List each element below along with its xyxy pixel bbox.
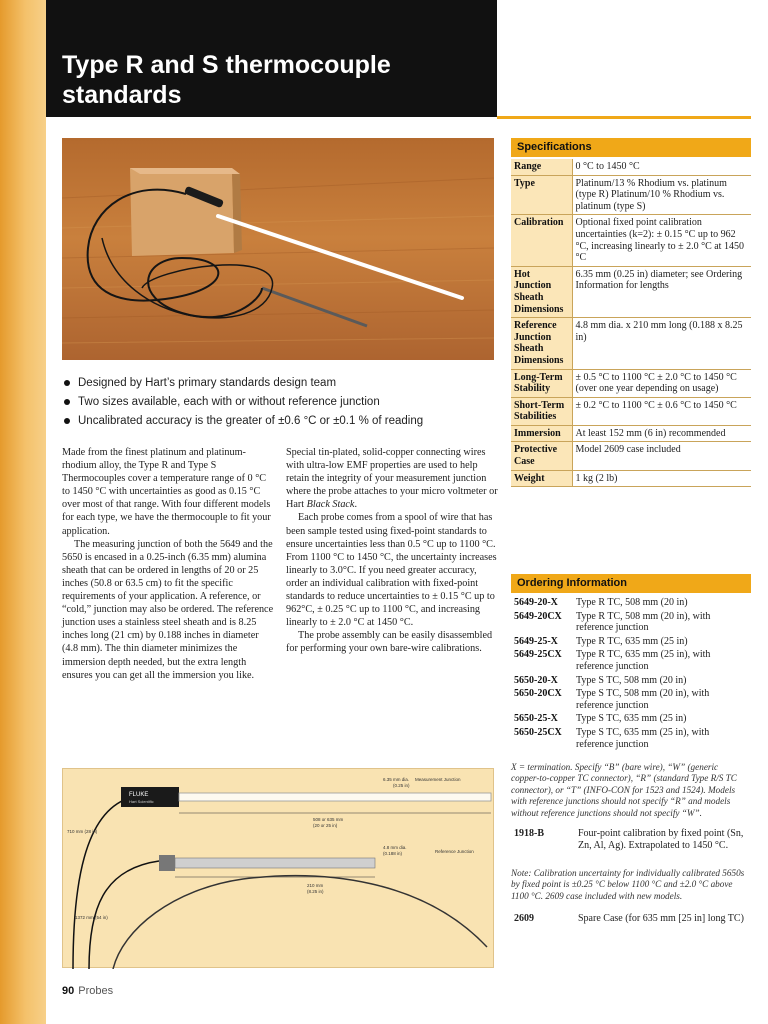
specs-header: Specifications bbox=[511, 138, 751, 157]
order-code: 5649-25-X bbox=[514, 635, 558, 647]
ordering-table bbox=[511, 596, 751, 751]
spec-row bbox=[511, 425, 751, 442]
page-footer bbox=[62, 985, 113, 997]
ref-length-label-in: (8.25 in) bbox=[307, 889, 324, 894]
spec-row bbox=[511, 266, 751, 317]
spec-value: Optional fixed point calibration uncertainties (k=2): ± 0.15 °C up to 962 °C, increasing linearly to ± 2.0 °C at 1450 °C bbox=[572, 215, 751, 266]
dimension-diagram bbox=[62, 768, 494, 968]
order-row bbox=[511, 635, 751, 649]
title-box bbox=[46, 0, 497, 116]
calibration-note: Note: Calibration uncertainty for individually calibrated 5650s by fixed point is ±0.25 °C below 1100 °C and ±2.0 °C above 1100 °C. 2609 case included with new models. bbox=[511, 868, 745, 901]
order-desc: Spare Case (for 635 mm [25 in] long TC) bbox=[578, 913, 744, 924]
meas-dim-label-in: (0.25 in) bbox=[393, 783, 410, 788]
spec-label: Long-Term Stability bbox=[511, 369, 572, 397]
order-row bbox=[511, 712, 751, 726]
length-label: 508 or 635 mm bbox=[313, 817, 344, 822]
body-paragraph: The measuring junction of both the 5649 and the 5650 is encased in a 0.25-inch (6.35 mm) alumina sheath that can be ordered in lengths of 20 or 25 inches (50.8 or 63.5 cm) to fit the specific requirements of your application. A reference, or “cold,” junction may also be ordered. The reference junction uses a stainless steel sheath and is 8.25 inches long (21 cm) by 0.188 inches in diameter (4.8 mm). The thin diameter minimizes the immersion depth needed, but the extra length ensures you can get all the immersion you like. bbox=[62, 538, 274, 681]
order-row bbox=[511, 687, 751, 712]
body-column-right bbox=[286, 446, 498, 656]
spec-row bbox=[511, 215, 751, 266]
bullet-item: Two sizes available, each with or without reference junction bbox=[62, 395, 502, 414]
order-code: 1918-B bbox=[514, 828, 544, 839]
spec-row bbox=[511, 175, 751, 215]
body-column-left bbox=[62, 446, 274, 682]
spec-label: Short-Term Stabilities bbox=[511, 397, 572, 425]
order-code: 2609 bbox=[514, 913, 534, 924]
order-code: 5649-20CX bbox=[514, 610, 562, 622]
ref-dim-label: 4.8 mm dia. bbox=[383, 845, 407, 850]
order-code: 5649-20-X bbox=[514, 597, 558, 608]
handle-tag: Hart Scientific bbox=[129, 799, 154, 804]
spec-row bbox=[511, 318, 751, 369]
body-paragraph: Made from the finest platinum and platinum-rhodium alloy, the Type R and Type S Thermocouples cover a temperature range of 0 °C to 1450 °C with uncertainties as good as 0.15 °C over most of that range. With four different models for each type, we have the thermocouple to fit your application. bbox=[62, 447, 271, 537]
meas-dim-label: 6.35 mm dia. bbox=[383, 777, 410, 782]
order-row bbox=[511, 726, 751, 751]
order-desc: Type S TC, 508 mm (20 in), with reference junction bbox=[576, 688, 710, 711]
order-desc: Type R TC, 635 mm (25 in), with reference junction bbox=[576, 649, 711, 672]
side-stripe bbox=[0, 0, 46, 1024]
feature-bullets bbox=[62, 376, 502, 433]
ref-dim-label-in: (0.188 in) bbox=[383, 851, 403, 856]
order-row bbox=[511, 610, 751, 635]
order-row bbox=[511, 648, 751, 673]
order-code: 5650-20CX bbox=[514, 688, 562, 700]
body-paragraph: The probe assembly can be easily disassembled for performing your own bare-wire calibrations. bbox=[286, 630, 493, 655]
handle-label: FLUKE bbox=[129, 792, 149, 798]
order-row bbox=[511, 674, 751, 688]
meas-junction-label: Measurement Junction bbox=[415, 777, 461, 782]
spec-value: 6.35 mm (0.25 in) diameter; see Ordering Information for lengths bbox=[572, 266, 751, 317]
length-label-in: (20 or 25 in) bbox=[313, 823, 338, 828]
body-paragraph: Each probe comes from a spool of wire that has been sample tested using fixed-point standards to ensure uncertainties less than 0.5 °C up to 1100 °C. From 1100 °C to 1450 °C, the uncertainty increases linearly to 3.0°C. If you need greater accuracy, order an individual calibration with fixed-point standards to reduce uncertainties to ± 0.15 °C up to 962°C, ± 0.25 °C up to 1100 °C, and increasing linearly to ± 2.0 °C at 1450 °C. bbox=[286, 512, 497, 629]
order-desc: Type S TC, 635 mm (25 in) bbox=[576, 713, 687, 725]
body-text: Special tin-plated, solid-copper connecting wires with ultra-low EMF properties are used to help retain the integrity of your measurement junction where the probe attaches to your micro voltmeter or Hart bbox=[286, 447, 498, 511]
spec-label: Range bbox=[511, 159, 572, 175]
order-desc: Four-point calibration by fixed point (Sn, Zn, Al, Ag). Extrapolated to 1450 °C. bbox=[578, 828, 744, 851]
specs-top-rule bbox=[497, 116, 751, 119]
ordering-header: Ordering Information bbox=[511, 574, 751, 593]
specs-table bbox=[511, 159, 751, 487]
spec-label: Calibration bbox=[511, 215, 572, 266]
page-title: Type R and S thermocouple standards bbox=[62, 51, 391, 109]
spec-row bbox=[511, 159, 751, 175]
termination-note: X = termination. Specify “B” (bare wire), “W” (generic copper-to-copper TC connector), “R” (standard Type R/S TC connector), or “T” (INFO-CON for 1523 and 1524). Models with reference junctions should not specify “R” and models without reference junctions should not specify “W”. bbox=[511, 762, 737, 818]
spec-label: Hot Junction Sheath Dimensions bbox=[511, 266, 572, 317]
title-rule bbox=[46, 116, 497, 117]
spec-value: ± 0.2 °C to 1100 °C ± 0.6 °C to 1450 °C bbox=[572, 397, 751, 425]
spec-label: Protective Case bbox=[511, 442, 572, 470]
spec-label: Type bbox=[511, 175, 572, 215]
order-code: 5649-25CX bbox=[514, 649, 562, 661]
spec-row bbox=[511, 470, 751, 487]
spec-value: At least 152 mm (6 in) recommended bbox=[572, 425, 751, 442]
spec-label: Reference Junction Sheath Dimensions bbox=[511, 318, 572, 369]
cable-length-label: 710 mm (28 in) bbox=[67, 829, 98, 834]
spec-value: 0 °C to 1450 °C bbox=[572, 159, 751, 175]
product-name: Black Stack bbox=[306, 499, 355, 511]
spec-label: Immersion bbox=[511, 425, 572, 442]
order-desc: Type S TC, 635 mm (25 in), with reference junction bbox=[576, 726, 710, 750]
order-desc: Type S TC, 508 mm (20 in) bbox=[576, 674, 687, 686]
spec-row bbox=[511, 442, 751, 470]
section-name: Probes bbox=[78, 985, 114, 997]
ref-junction-label: Reference Junction bbox=[435, 849, 474, 854]
spec-value: Model 2609 case included bbox=[572, 442, 751, 470]
thermocouple-photo-illustration bbox=[62, 138, 494, 360]
ref-length-label: 210 mm bbox=[307, 883, 324, 888]
product-photo bbox=[62, 138, 494, 360]
spec-label: Weight bbox=[511, 470, 572, 487]
order-row bbox=[511, 596, 751, 610]
spec-value: Platinum/13 % Rhodium vs. platinum (type R) Platinum/10 % Rhodium vs. platinum (type S) bbox=[572, 175, 751, 215]
order-code: 5650-20-X bbox=[514, 674, 558, 686]
spec-row bbox=[511, 369, 751, 397]
spec-row bbox=[511, 397, 751, 425]
body-text: . bbox=[354, 499, 358, 511]
spec-value: 1 kg (2 lb) bbox=[572, 470, 751, 487]
spec-value: 4.8 mm dia. x 210 mm long (0.188 x 8.25 in) bbox=[572, 318, 751, 369]
order-desc: Type R TC, 635 mm (25 in) bbox=[576, 635, 688, 647]
bullet-item: Designed by Hart’s primary standards design team bbox=[62, 376, 502, 395]
probe-diagram bbox=[63, 769, 495, 969]
cable-length-label: 1372 mm (54 in) bbox=[75, 915, 108, 920]
order-code: 5650-25CX bbox=[514, 726, 562, 738]
order-desc: Type R TC, 508 mm (20 in) bbox=[576, 597, 688, 608]
order-desc: Type R TC, 508 mm (20 in), with reference junction bbox=[576, 610, 711, 634]
page-number: 90 bbox=[62, 985, 75, 997]
body-paragraph bbox=[286, 446, 498, 511]
spec-value: ± 0.5 °C to 1100 °C ± 2.0 °C to 1450 °C (over one year depending on usage) bbox=[572, 369, 751, 397]
bullet-item: Uncalibrated accuracy is the greater of ±0.6 °C or ±0.1 % of reading bbox=[62, 414, 502, 433]
order-code: 5650-25-X bbox=[514, 713, 558, 725]
